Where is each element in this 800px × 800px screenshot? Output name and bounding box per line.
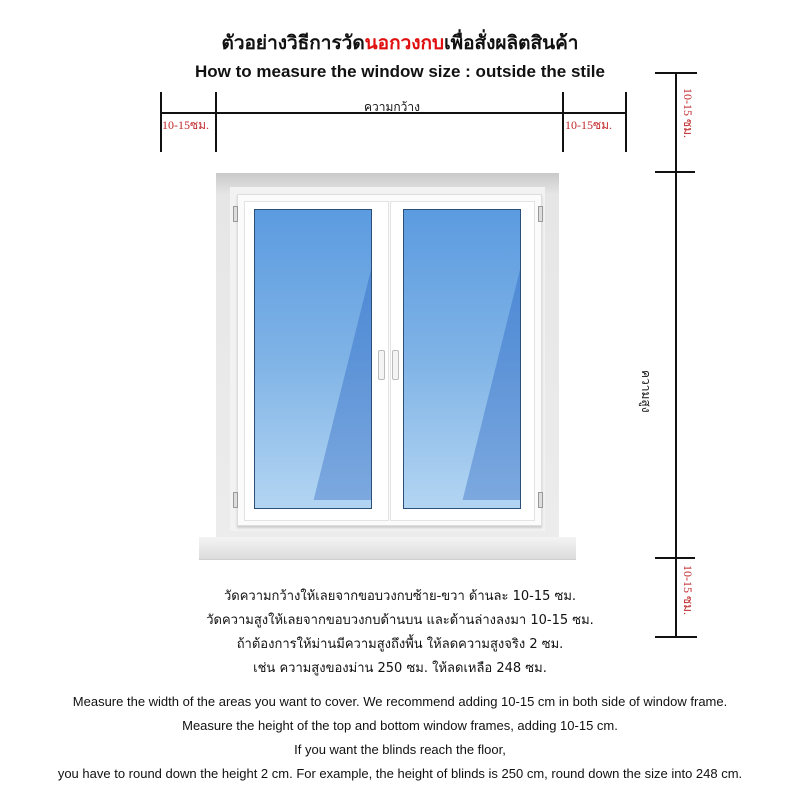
- tick: [655, 171, 695, 173]
- tick: [655, 557, 695, 559]
- thai-note: วัดความสูงให้เลยจากขอบวงกบด้านบน และด้านล่างลงมา 10-15 ซม.: [206, 613, 594, 628]
- right-margin-label: 10-15ซม.: [565, 118, 613, 132]
- tick: [215, 92, 217, 152]
- height-line: [675, 72, 677, 638]
- title-thai-highlight: นอกวงกบ: [364, 32, 445, 54]
- left-glass: [254, 209, 372, 509]
- left-margin-label: 10-15ซม.: [162, 118, 210, 132]
- bottom-margin-label: 10-15 ซม.: [681, 565, 695, 616]
- english-note: Measure the width of the areas you want to cover. We recommend adding 10-15 cm in both side of window frame.: [72, 694, 728, 709]
- tick: [655, 72, 697, 74]
- title-thai-part1: ตัวอย่างวิธีการวัด: [221, 32, 365, 54]
- english-note: Measure the height of the top and bottom window frames, adding 10-15 cm.: [182, 718, 618, 733]
- right-handle-icon: [392, 350, 399, 380]
- hinge-icon: [538, 206, 543, 222]
- title-thai: [0, 28, 800, 58]
- hinge-icon: [233, 206, 238, 222]
- tick: [625, 92, 627, 152]
- thai-notes: [0, 585, 800, 681]
- tick: [562, 92, 564, 152]
- height-label: ความสูง: [639, 370, 653, 413]
- english-note: If you want the blinds reach the floor,: [294, 742, 506, 757]
- top-margin-label: 10-15 ซม.: [681, 88, 695, 139]
- title-thai-part2: เพื่อสั่งผลิตสินค้า: [444, 32, 579, 54]
- hinge-icon: [233, 492, 238, 508]
- thai-note: เช่น ความสูงของม่าน 250 ซม. ให้ลดเหลือ 248 ซม.: [253, 661, 547, 676]
- left-handle-icon: [378, 350, 385, 380]
- width-label: ความกว้าง: [363, 100, 420, 114]
- window-sill: [199, 537, 576, 560]
- right-glass: [403, 209, 521, 509]
- english-note: you have to round down the height 2 cm. For example, the height of blinds is 250 cm, round down the size into 248 cm.: [57, 766, 743, 781]
- english-notes: [0, 690, 800, 786]
- title-english: How to measure the window size : outside the stile: [195, 62, 605, 81]
- hinge-icon: [538, 492, 543, 508]
- thai-note: วัดความกว้างให้เลยจากขอบวงกบซ้าย-ขวา ด้านละ 10-15 ซม.: [223, 589, 577, 604]
- thai-note: ถ้าต้องการให้ม่านมีความสูงถึงพื้น ให้ลดความสูงจริง 2 ซม.: [236, 637, 564, 652]
